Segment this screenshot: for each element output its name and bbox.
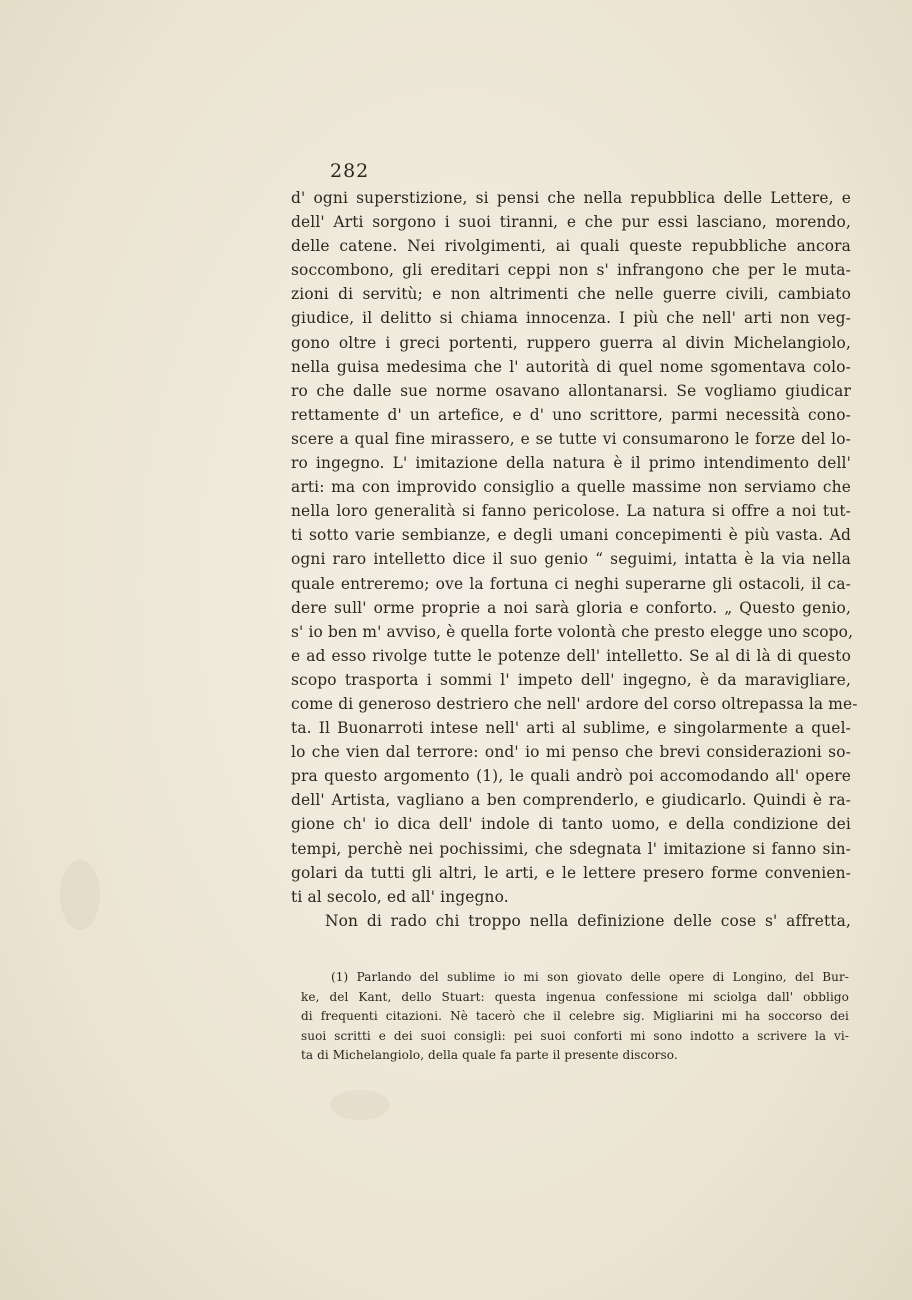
footnote-line: ta di Michelangiolo, della quale fa parte il presente discorso. bbox=[301, 1048, 678, 1063]
text-line: dell' Artista, vagliano a ben comprenderlo, e giudicarlo. Quindi è ra- bbox=[291, 791, 851, 810]
text-line: nella guisa medesima che l' autorità di quel nome sgomentava colo- bbox=[291, 357, 851, 376]
text-line: giudice, il delitto si chiama innocenza. I più che nell' arti non veg- bbox=[291, 309, 851, 328]
footnote-line: (1) Parlando del sublime io mi son giovato delle opere di Longino, del Bur- bbox=[331, 970, 849, 984]
text-line: ogni raro intelletto dice il suo genio “ seguimi, intatta è la via nella bbox=[291, 550, 851, 569]
paper-stain bbox=[330, 1090, 390, 1120]
text-line: nella loro generalità si fanno pericolose. La natura si offre a noi tut- bbox=[291, 502, 851, 521]
text-line: tempi, perchè nei pochissimi, che sdegnata l' imitazione si fanno sin- bbox=[291, 839, 851, 858]
text-line: gono oltre i greci portenti, ruppero guerra al divin Michelangiolo, bbox=[291, 333, 851, 352]
paper-stain bbox=[60, 860, 100, 930]
text-line: come di generoso destriero che nell' ardore del corso oltrepassa la me- bbox=[291, 694, 858, 713]
text-line: rettamente d' un artefice, e d' uno scrittore, parmi necessità cono- bbox=[291, 405, 851, 424]
text-line: dell' Arti sorgono i suoi tiranni, e che pur essi lasciano, morendo, bbox=[291, 213, 851, 232]
text-line: pra questo argomento (1), le quali andrò poi accomodando all' opere bbox=[291, 767, 851, 786]
text-line: dere sull' orme proprie a noi sarà gloria e conforto. „ Questo genio, bbox=[291, 598, 851, 617]
page-number: 282 bbox=[330, 160, 370, 182]
footnote-line: ke, del Kant, dello Stuart: questa ingenua confessione mi sciolga dall' obbligo bbox=[301, 989, 849, 1004]
footnote-line: di frequenti citazioni. Nè tacerò che il celebre sig. Migliarini mi ha soccorso dei bbox=[301, 1009, 849, 1024]
text-line: quale entreremo; ove la fortuna ci neghi superarne gli ostacoli, il ca- bbox=[291, 574, 851, 593]
text-line: scopo trasporta i sommi l' impeto dell' ingegno, è da maravigliare, bbox=[291, 670, 851, 689]
text-line: delle catene. Nei rivolgimenti, ai quali queste repubbliche ancora bbox=[291, 237, 851, 256]
text-line: s' io ben m' avviso, è quella forte volontà che presto elegge uno scopo, bbox=[291, 622, 854, 641]
text-line: soccombono, gli ereditari ceppi non s' infrangono che per le muta- bbox=[291, 261, 851, 280]
text-line: gione ch' io dica dell' indole di tanto uomo, e della condizione dei bbox=[291, 815, 851, 834]
text-line: zioni di servitù; e non altrimenti che nelle guerre civili, cambiato bbox=[291, 285, 851, 304]
footnotes bbox=[301, 968, 849, 1066]
text-line: ro che dalle sue norme osavano allontanarsi. Se vogliamo giudicar bbox=[291, 381, 851, 400]
text-line: e ad esso rivolge tutte le potenze dell' intelletto. Se al di là di questo bbox=[291, 646, 851, 665]
text-line: ro ingegno. L' imitazione della natura è il primo intendimento dell' bbox=[291, 454, 851, 473]
text-line: d' ogni superstizione, si pensi che nella repubblica delle Lettere, e bbox=[291, 189, 851, 207]
text-line: scere a qual fine mirassero, e se tutte vi consumarono le forze del lo- bbox=[291, 429, 851, 448]
text-line: ta. Il Buonarroti intese nell' arti al sublime, e singolarmente a quel- bbox=[291, 719, 851, 738]
text-line: lo che vien dal terrore: ond' io mi penso che brevi considerazioni so- bbox=[291, 743, 851, 762]
text-line: golari da tutti gli altri, le arti, e le lettere presero forme convenien- bbox=[291, 863, 851, 882]
text-line: ti sotto varie sembianze, e degli umani concepimenti è più vasta. Ad bbox=[291, 526, 851, 545]
text-line: ti al secolo, ed all' ingegno. bbox=[291, 887, 509, 906]
text-line: Non di rado chi troppo nella definizione delle cose s' affretta, bbox=[325, 911, 851, 930]
body-text bbox=[291, 186, 858, 933]
text-line: arti: ma con improvido consiglio a quelle massime non serviamo che bbox=[291, 478, 851, 497]
footnote-line: suoi scritti e dei suoi consigli: pei suoi conforti mi sono indotto a scrivere la vi- bbox=[301, 1028, 849, 1043]
